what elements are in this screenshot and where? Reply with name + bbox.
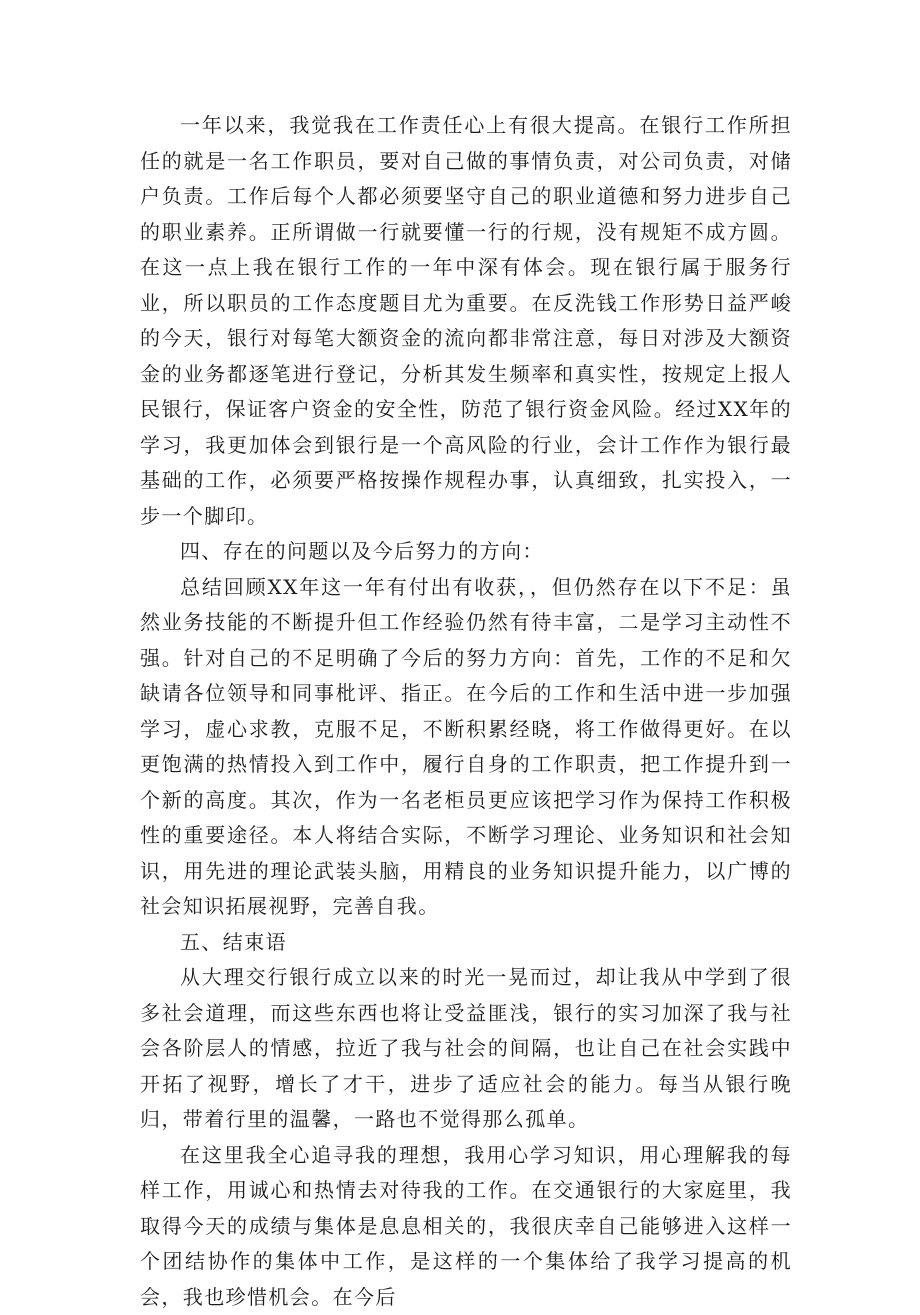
section-heading-problems: 四、存在的问题以及今后努力的方向： <box>140 534 792 570</box>
paragraph-shortcomings: 总结回顾XX年这一年有付出有收获，，但仍然存在以下不足：虽然业务技能的不断提升但工作经验仍然有待丰富，二是学习主动性不强。针对自己的不足明确了今后的努力方向：首先，工作的不足和欠缺请各位领导和同事枇评、指正。在今后的工作和生活中进一步加强学习，虚心求教，克服不足，不断积累经晓，将工作做得更好。在以更饱满的热情投入到工作中，履行自身的工作职责，把工作提升到一个新的高度。其次，作为一名老柜员更应该把学习作为保持工作积极性的重要途径。本人将结合实际，不断学习理论、业务知识和社会知识，用先进的理论武装头脑，用精良的业务知识提升能力，以广博的社会知识拓展视野，完善自我。 <box>140 570 792 925</box>
section-heading-conclusion: 五、结束语 <box>140 925 792 961</box>
paragraph-experience: 从大理交行银行成立以来的时光一晃而过，却让我从中学到了很多社会道理，而这些东西也将让受益匪浅，银行的实习加深了我与社会各阶层人的情感，拉近了我与社会的间隔，也让自己在社会实践中开拓了视野，增长了才干，进步了适应社会的能力。每当从银行晚归，带着行里的温馨，一路也不觉得那么孤单。 <box>140 960 792 1138</box>
document-body <box>140 108 792 1315</box>
paragraph-ideals: 在这里我全心追寻我的理想，我用心学习知识，用心理解我的每样工作，用诚心和热情去对待我的工作。在交通银行的大家庭里，我取得今天的成绩与集体是息息相关的，我很庆幸自己能够进入这样一个团结协作的集体中工作，是这样的一个集体给了我学习提高的机会，我也珍惜机会。在今后 <box>140 1138 792 1315</box>
paragraph-responsibility: 一年以来，我觉我在工作责任心上有很大提高。在银行工作所担任的就是一名工作职员，要对自己做的事情负责，对公司负责，对储户负责。工作后每个人都必须要坚守自己的职业道德和努力进步自己的职业素养。正所谓做一行就要懂一行的行规，没有规矩不成方圆。在这一点上我在银行工作的一年中深有体会。现在银行属于服务行业，所以职员的工作态度题目尤为重要。在反洗钱工作形势日益严峻的今天，银行对每笔大额资金的流向都非常注意，每日对涉及大额资金的业务都逐笔进行登记，分析其发生频率和真实性，按规定上报人民银行，保证客户资金的安全性，防范了银行资金风险。经过XX年的学习，我更加体会到银行是一个高风险的行业，会计工作作为银行最基础的工作，必须要严格按操作规程办事，认真细致，扎实投入，一步一个脚印。 <box>140 108 792 534</box>
